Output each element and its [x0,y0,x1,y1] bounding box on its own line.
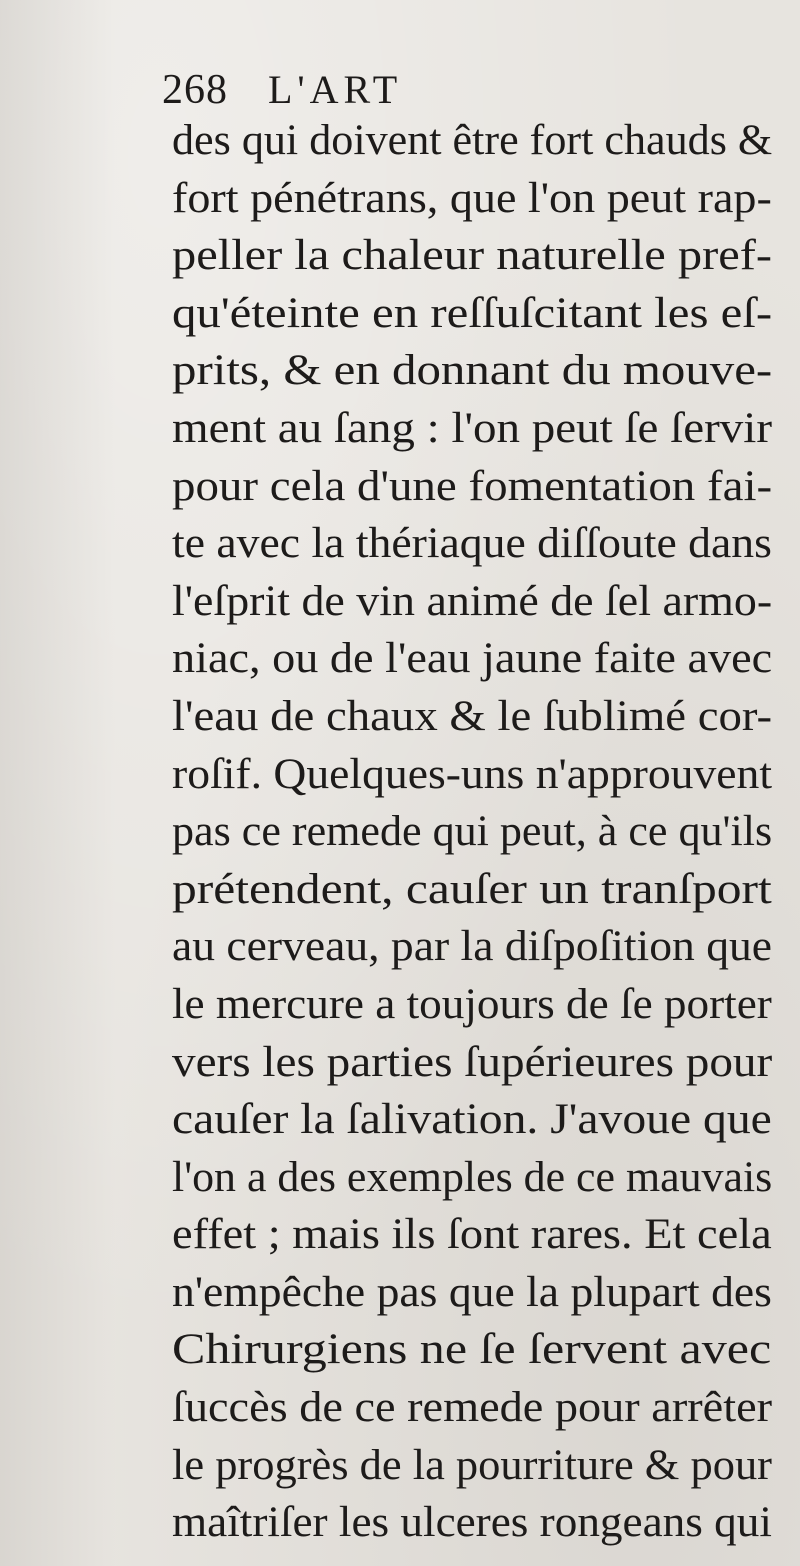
body-text [172,112,800,1552]
text-line: maîtriſer les ulceres rongeans qui [172,1498,772,1547]
text-line: effet ; mais ils ſont rares. Et cela [172,1210,772,1259]
text-line: Chirurgiens ne ſe ſervent avec [172,1325,772,1374]
text-line: l'on a des exemples de ce mauvais [172,1152,773,1201]
text-line: au cerveau, par la diſpoſition que [172,922,773,971]
text-line: n'empêche pas que la plupart des [172,1267,772,1316]
text-line: niac, ou de l'eau jaune faite avec [172,634,773,683]
text-line: peller la chaleur naturelle pref- [172,231,772,280]
text-line: cauſer la ſalivation. J'avoue que [172,1095,772,1144]
text-line: des qui doivent être fort chauds & [172,116,773,164]
text-line: prits, & en donnant du mouve- [172,346,773,395]
text-line: roſif. Quelques-uns n'approuvent [172,749,773,798]
running-head: L'ART [268,67,403,112]
text-line: pas ce remede qui peut, à ce qu'ils [172,807,773,856]
text-line: fort pénétrans, que l'on peut rap- [172,173,772,222]
text-line: te avec la thériaque diſſoute dans [172,519,772,568]
text-line: l'eau de chaux & le ſublimé cor- [172,691,773,740]
text-line: l'eſprit de vin animé de ſel armo- [172,576,773,625]
text-line: le progrès de la pourriture & pour [172,1440,772,1489]
text-line: ment au ſang : l'on peut ſe ſervir [172,403,773,452]
text-line: le mercure a toujours de ſe porter [172,979,772,1028]
text-line: pour cela d'une fomentation fai- [172,461,773,510]
page-gutter-shadow [0,0,115,1566]
text-line: ſuccès de ce remede pour arrêter [172,1383,773,1432]
page-header [162,66,682,114]
text-line: prétendent, cauſer un tranſport [172,864,772,913]
text-line: vers les parties ſupérieures pour [172,1037,773,1086]
page-number: 268 [162,67,228,113]
text-line: qu'éteinte en reſſuſcitant les eſ- [172,288,773,337]
